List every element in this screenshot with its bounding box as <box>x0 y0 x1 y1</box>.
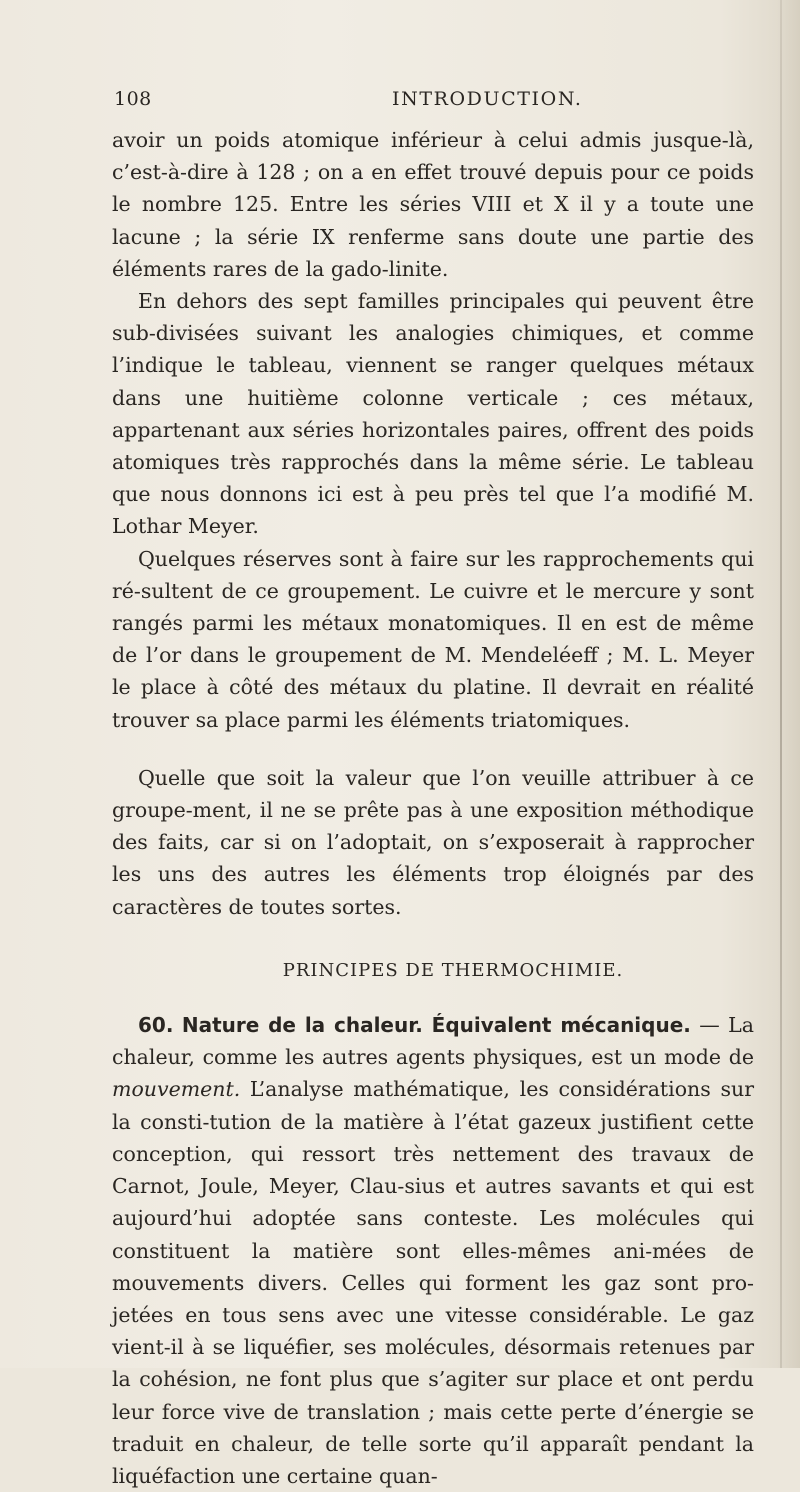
paragraph-continuation: avoir un poids atomique inférieur à celui admis jusque-là, c’est-à-dire à 128 ; on a en effet trouvé depuis pour ce poids le nombre 125. Entre les séries VIII et X il y a toute une lacune ; la série IX renferme sans doute une partie des éléments rares de la gado-linite. <box>112 128 754 281</box>
running-head <box>0 88 760 114</box>
body-text <box>112 124 754 1492</box>
article-title: Nature de la chaleur. Équivalent mécanique. <box>181 1013 691 1038</box>
paragraph-grouping-value: Quelle que soit la valeur que l’on veuille attribuer à ce groupe-ment, il ne se prête pas à une exposition méthodique des faits, car si on l’adoptait, on s’exposerait à rapprocher les uns des autres les éléments trop éloignés par des caractères de toutes sortes. <box>112 765 754 919</box>
page-edge-shadow <box>780 0 782 1368</box>
article-dash: — <box>690 1013 729 1038</box>
paragraph-reserves: Quelques réserves sont à faire sur les rapprochements qui ré-sultent de ce groupement. Le cuivre et le mercure y sont rangés parmi les métaux monatomiques. Il en est de même de l’or dans le groupement de M. Mendeléeff ; M. L. Meyer le place à côté des métaux du platine. Il devrait en réalité trouver sa place parmi les éléments triatomiques. <box>112 546 754 732</box>
page-number: 108 <box>114 88 152 110</box>
article-60 <box>112 1009 754 1492</box>
article-italic-term: mouvement. <box>112 1077 241 1102</box>
section-heading: PRINCIPES DE THERMOCHIMIE. <box>282 959 624 981</box>
article-number: 60. <box>138 1013 174 1038</box>
article-text-start: La chaleur, comme les autres agents physiques, est un mode de <box>112 1013 754 1070</box>
article-text-rest: L’analyse mathématique, les considérations sur la consti-tution de la matière à l’état gazeux justifient cette conception, qui ressort très nettement des travaux de Carnot, Joule, Meyer, Clau-sius et autres savants et qui est aujourd’hui adoptée sans conteste. Les molécules qui constituent la matière sont elles-mêmes ani-mées de mouvements divers. Celles qui forment les gaz sont pro-jetées en tous sens avec une vitesse considérable. Le gaz vient-il à se liquéfier, ses molécules, désormais retenues par la cohésion, ne font plus que s’agiter sur place et ont perdu leur force vive de translation ; mais cette perte d’énergie se traduit en chaleur, de telle sorte qu’il apparaît pendant la liquéfaction une certaine quan- <box>112 1077 754 1488</box>
running-title: INTRODUCTION. <box>392 88 583 110</box>
paragraph-seven-families: En dehors des sept familles principales qui peuvent être sub-divisées suivant les analogies chimiques, et comme l’indique le tableau, viennent se ranger quelques métaux dans une huitième colonne verticale ; ces métaux, appartenant aux séries horizontales paires, offrent des poids atomiques très rapprochés dans la même série. Le tableau que nous donnons ici est à peu près tel que l’a modifié M. Lothar Meyer. <box>112 289 754 539</box>
